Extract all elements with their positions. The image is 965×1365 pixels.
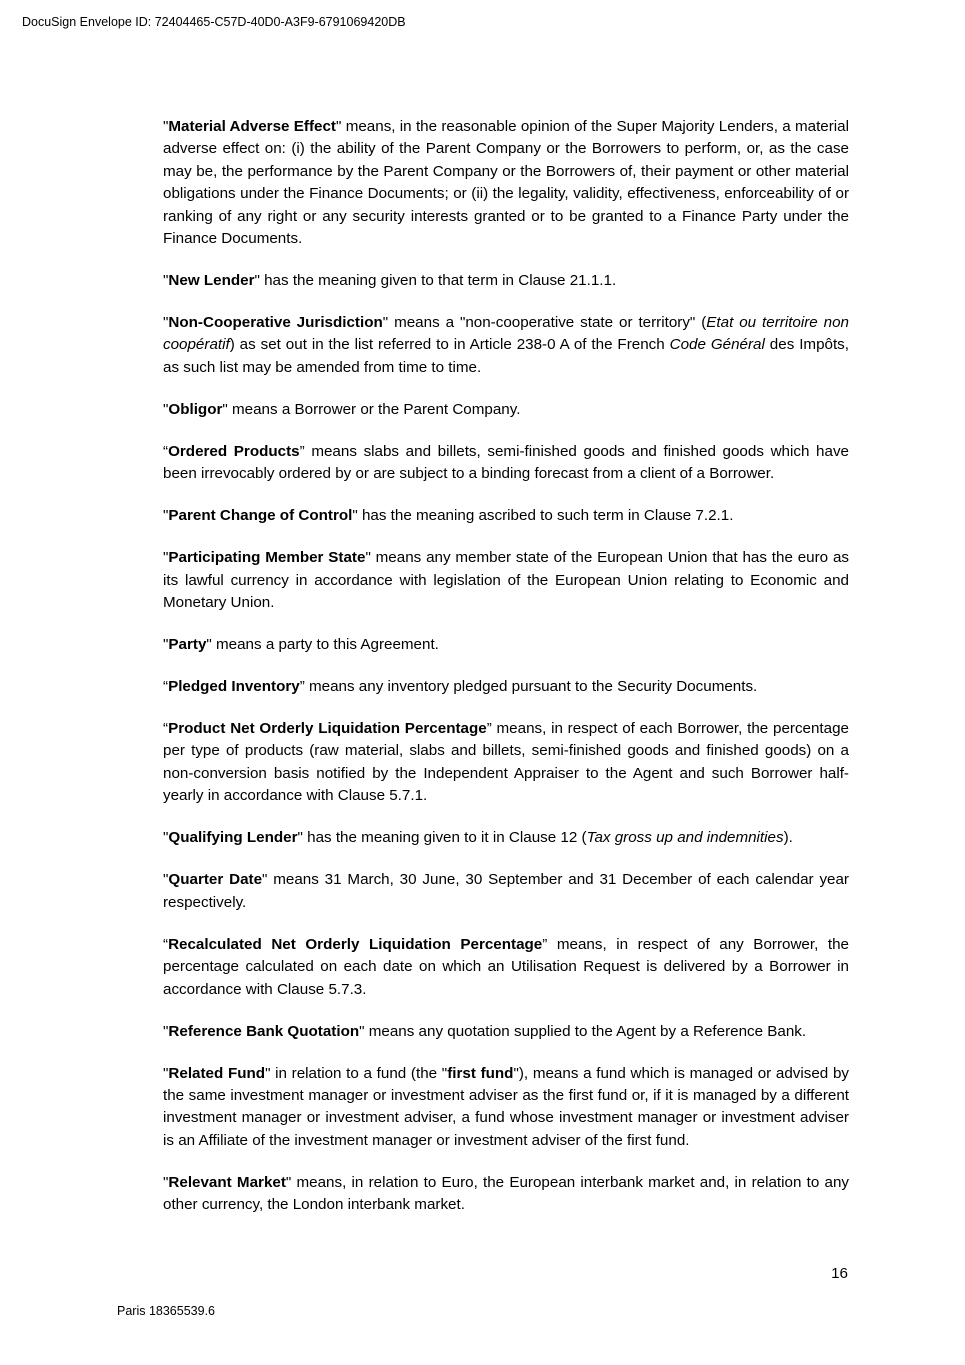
defined-term: first fund bbox=[447, 1064, 514, 1082]
definition-material-adverse-effect bbox=[163, 116, 849, 250]
defined-term: Participating Member State bbox=[168, 549, 366, 567]
definition-text: "), means a fund which is managed or advised by the same investment manager or investment adviser as the first fund or, if it is managed by a different investment manager or investment adviser, a fund whose investment manager or investment adviser is an Affiliate of the investment manager or investment adviser of the first fund. bbox=[163, 1064, 849, 1149]
defined-term: Recalculated Net Orderly Liquidation Percentage bbox=[168, 935, 543, 953]
definition-pledged-inventory bbox=[163, 676, 849, 698]
definition-text: des Impôts, as such list may be amended from time to time. bbox=[163, 336, 849, 376]
defined-term: Pledged Inventory bbox=[168, 678, 300, 696]
definition-text: " means, in the reasonable opinion of the Super Majority Lenders, a material adverse effect on: (i) the ability of the Parent Company or the Borrowers to perform, or, as the case may be, the performance by the Parent Company or the Borrowers of, their payment or other material obligations under the Finance Documents; or (ii) the legality, validity, effectiveness, enforceability of or ranking of any right or any security interests granted or to be granted to a Finance Party under the Finance Documents. bbox=[163, 118, 849, 248]
definition-text: " bbox=[163, 636, 169, 654]
italic-text: Tax gross up and indemnities bbox=[586, 829, 784, 847]
definition-text: " bbox=[163, 829, 169, 847]
definition-quarter-date bbox=[163, 869, 849, 914]
italic-text: Code Général bbox=[669, 336, 765, 354]
definition-text: ” means any inventory pledged pursuant to the Security Documents. bbox=[299, 678, 758, 696]
defined-term: Parent Change of Control bbox=[168, 507, 353, 525]
defined-term: Qualifying Lender bbox=[168, 829, 298, 847]
defined-term: Product Net Orderly Liquidation Percentage bbox=[168, 720, 487, 738]
definition-relevant-market bbox=[163, 1172, 849, 1217]
defined-term: Material Adverse Effect bbox=[168, 118, 336, 135]
definitions-list bbox=[163, 116, 849, 1236]
defined-term: Quarter Date bbox=[168, 871, 263, 889]
definition-party bbox=[163, 634, 849, 656]
definition-text: " bbox=[163, 549, 169, 567]
definition-text: " means any member state of the European Union that has the euro as its lawful currency in accordance with legislation of the European Union relating to Economic and Monetary Union. bbox=[163, 549, 849, 612]
definition-text: " bbox=[163, 1173, 169, 1191]
definition-ordered-products bbox=[163, 441, 849, 486]
defined-term: New Lender bbox=[168, 272, 255, 290]
definition-text: “ bbox=[163, 678, 169, 696]
document-reference: Paris 18365539.6 bbox=[117, 1304, 215, 1318]
definition-text: " bbox=[163, 272, 169, 290]
definition-text: ) as set out in the list referred to in Article 238-0 A of the French bbox=[229, 336, 670, 354]
definition-recalculated-net-orderly-liquidation-percentage bbox=[163, 934, 849, 1001]
definition-obligor bbox=[163, 399, 849, 421]
definition-non-cooperative-jurisdiction bbox=[163, 312, 849, 379]
definition-text: “ bbox=[163, 935, 169, 953]
definition-text: “ bbox=[163, 720, 169, 738]
definition-text: " has the meaning given to that term in Clause 21.1.1. bbox=[254, 272, 617, 290]
definition-text: " bbox=[163, 871, 169, 889]
defined-term: Obligor bbox=[168, 400, 223, 418]
definition-text: " means a party to this Agreement. bbox=[206, 636, 439, 654]
definition-text: " means a Borrower or the Parent Company. bbox=[222, 400, 521, 418]
definition-new-lender bbox=[163, 270, 849, 292]
definition-product-net-orderly-liquidation-percentage bbox=[163, 718, 849, 808]
definition-text: “ bbox=[163, 442, 169, 460]
definition-parent-change-of-control bbox=[163, 505, 849, 527]
definition-text: " means a "non-cooperative state or territory" ( bbox=[382, 314, 707, 332]
defined-term: Ordered Products bbox=[168, 442, 300, 460]
definition-text: " bbox=[163, 1022, 169, 1040]
definition-text: ” means, in respect of each Borrower, the percentage per type of products (raw material, slabs and billets, semi-finished goods and finished goods) on a non-conversion basis notified by the Independent Appraiser to the Agent and such Borrower half-yearly in accordance with Clause 5.7.1. bbox=[163, 720, 849, 805]
definition-text: " bbox=[163, 1064, 169, 1082]
definition-text: " bbox=[163, 314, 169, 332]
definition-text: " has the meaning ascribed to such term in Clause 7.2.1. bbox=[352, 507, 734, 525]
definition-text: ” means, in respect of any Borrower, the percentage calculated on each date on which an Utilisation Request is delivered by a Borrower in accordance with Clause 5.7.3. bbox=[163, 935, 849, 998]
page-number: 16 bbox=[831, 1265, 848, 1282]
definition-participating-member-state bbox=[163, 547, 849, 614]
definition-text: " means 31 March, 30 June, 30 September and 31 December of each calendar year respectively. bbox=[163, 871, 849, 911]
defined-term: Related Fund bbox=[168, 1064, 266, 1082]
definition-text: ). bbox=[783, 829, 793, 847]
definition-text: " means any quotation supplied to the Agent by a Reference Bank. bbox=[359, 1022, 807, 1040]
definition-text: " means, in relation to Euro, the European interbank market and, in relation to any other currency, the London interbank market. bbox=[163, 1173, 849, 1214]
definition-text: " bbox=[163, 507, 169, 525]
defined-term: Non-Cooperative Jurisdiction bbox=[168, 314, 383, 332]
defined-term: Relevant Market bbox=[168, 1173, 286, 1191]
definition-text: " in relation to a fund (the " bbox=[265, 1064, 448, 1082]
definition-text: " bbox=[163, 118, 169, 135]
definition-reference-bank-quotation bbox=[163, 1021, 849, 1043]
definition-text: ” means slabs and billets, semi-finished goods and finished goods which have been irrevocably ordered by or are subject to a binding forecast from a client of a Borrower. bbox=[163, 442, 849, 483]
italic-text: Etat ou territoire non coopératif bbox=[163, 314, 850, 354]
definition-related-fund bbox=[163, 1063, 849, 1153]
definition-text: " bbox=[163, 400, 169, 418]
definition-text: " has the meaning given to it in Clause 12 ( bbox=[297, 829, 587, 847]
docusign-envelope-id: DocuSign Envelope ID: 72404465-C57D-40D0-A3F9-6791069420DB bbox=[22, 15, 406, 29]
defined-term: Reference Bank Quotation bbox=[168, 1022, 360, 1040]
defined-term: Party bbox=[168, 636, 207, 654]
definition-qualifying-lender bbox=[163, 827, 849, 849]
